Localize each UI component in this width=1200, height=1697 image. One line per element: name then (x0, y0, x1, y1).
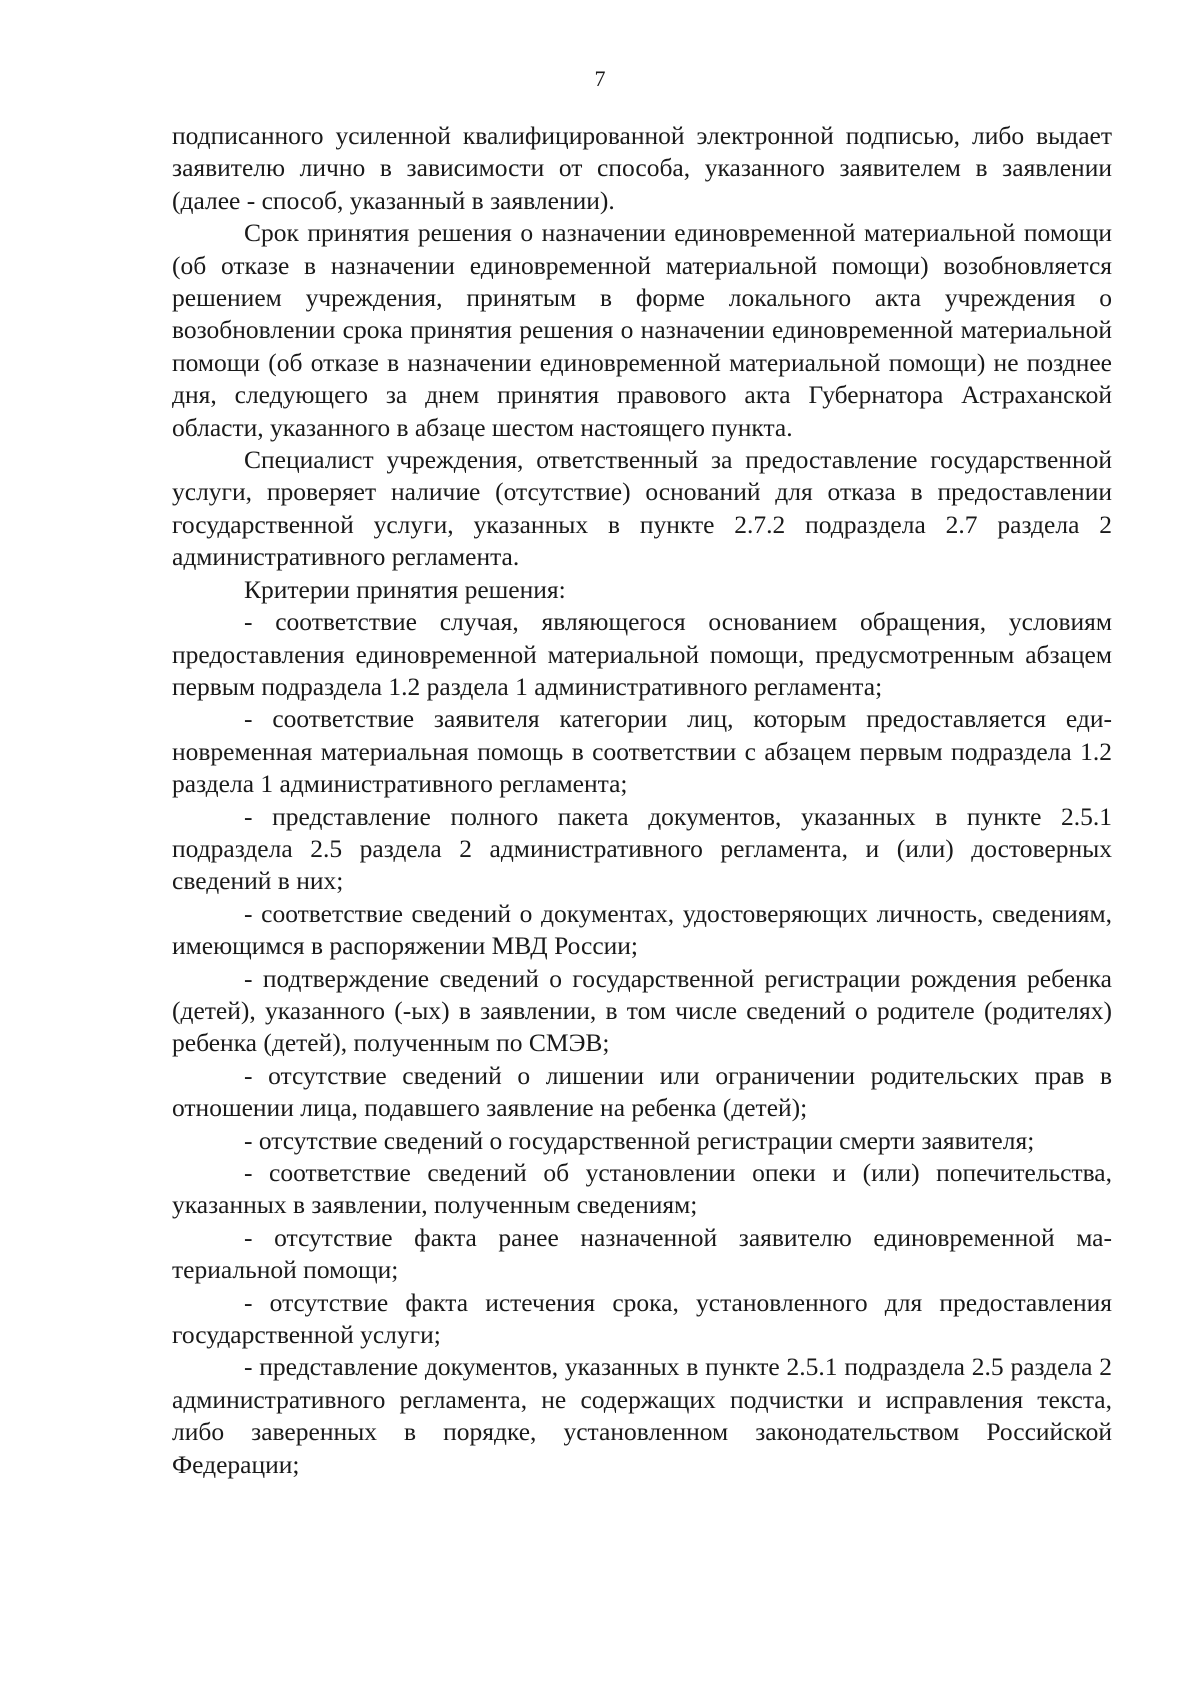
criteria-item: - соответствие случая, являющегося основанием обращения, условиям предоставления единовременной материальной помощи, предусмотренным абзацем первым подраздела 1.2 раздела 1 административного регламента; (172, 607, 1112, 701)
criteria-item: - соответствие заявителя категории лиц, которым предоставляется единовременная материальная помощь в соответствии с абзацем первым подраздела 1.2 раздела 1 административного регламента; (172, 704, 1112, 799)
criteria-item: - отсутствие сведений о государственной регистрации смерти заявителя; (244, 1125, 1035, 1155)
paragraph-decision-term: Срок принятия решения о назначении единовременной материальной помощи (об отказе в назначении единовременной материальной помощи) возобновляется решением учреждения, принятым в форме локального акта учреждения о возобновлении срока принятия решения о назначении единовременной материальной помощи (об отказе в назначении единовременной материальной помощи) не позднее дня, следующего за днем принятия правового акта Губернатора Астраханской области, указанного в абзаце шестом настоящего пункта. (172, 218, 1112, 442)
criteria-item: - представление документов, указанных в пункте 2.5.1 подраздела 2.5 раздела 2 административного регламента, не содержащих подчистки и исправления текста, либо заверенных в порядке, установленном законодательством Российской Федерации; (172, 1352, 1112, 1479)
paragraph-criteria-heading: Критерии принятия решения: (244, 574, 566, 604)
page-number: 7 (594, 66, 606, 91)
criteria-item: - отсутствие сведений о лишении или ограничении родительских прав в отношении лица, подавшего заявление на ребенка (детей); (172, 1060, 1112, 1123)
criteria-item: - подтверждение сведений о государственной регистрации рождения ребенка (детей), указанного (-ых) в заявлении, в том числе сведений о родителе (родителях) ребенка (детей), полученным по СМЭВ; (172, 963, 1112, 1058)
paragraph-specialist-check: Специалист учреждения, ответственный за предоставление государственной услуги, проверяет наличие (отсутствие) оснований для отказа в предоставлении государственной услуги, указанных в пункте 2.7.2 подраздела 2.7 раздела 2 административного регламента. (172, 445, 1112, 572)
criteria-item: - соответствие сведений о документах, удостоверяющих личность, сведениям, имеющимся в распоряжении МВД России; (172, 898, 1112, 961)
criteria-item: - представление полного пакета документов, указанных в пункте 2.5.1 подраздела 2.5 раздела 2 административного регламента, и (или) достоверных сведений в них; (172, 801, 1112, 896)
criteria-item: - соответствие сведений об установлении опеки и (или) попечительства, указанных в заявлении, полученным сведениям; (172, 1158, 1112, 1220)
criteria-item: - отсутствие факта истечения срока, установленного для предоставления государственной услуги; (172, 1287, 1112, 1350)
document-body (172, 120, 1112, 1481)
criteria-item: - отсутствие факта ранее назначенной заявителю единовременной материальной помощи; (172, 1222, 1112, 1285)
paragraph-continuation: подписанного усиленной квалифицированной электронной подписью, либо выдает заявителю лично в зависимости от способа, указанного заявителем в заявлении (далее - способ, указанный в заявлении). (172, 121, 1112, 215)
